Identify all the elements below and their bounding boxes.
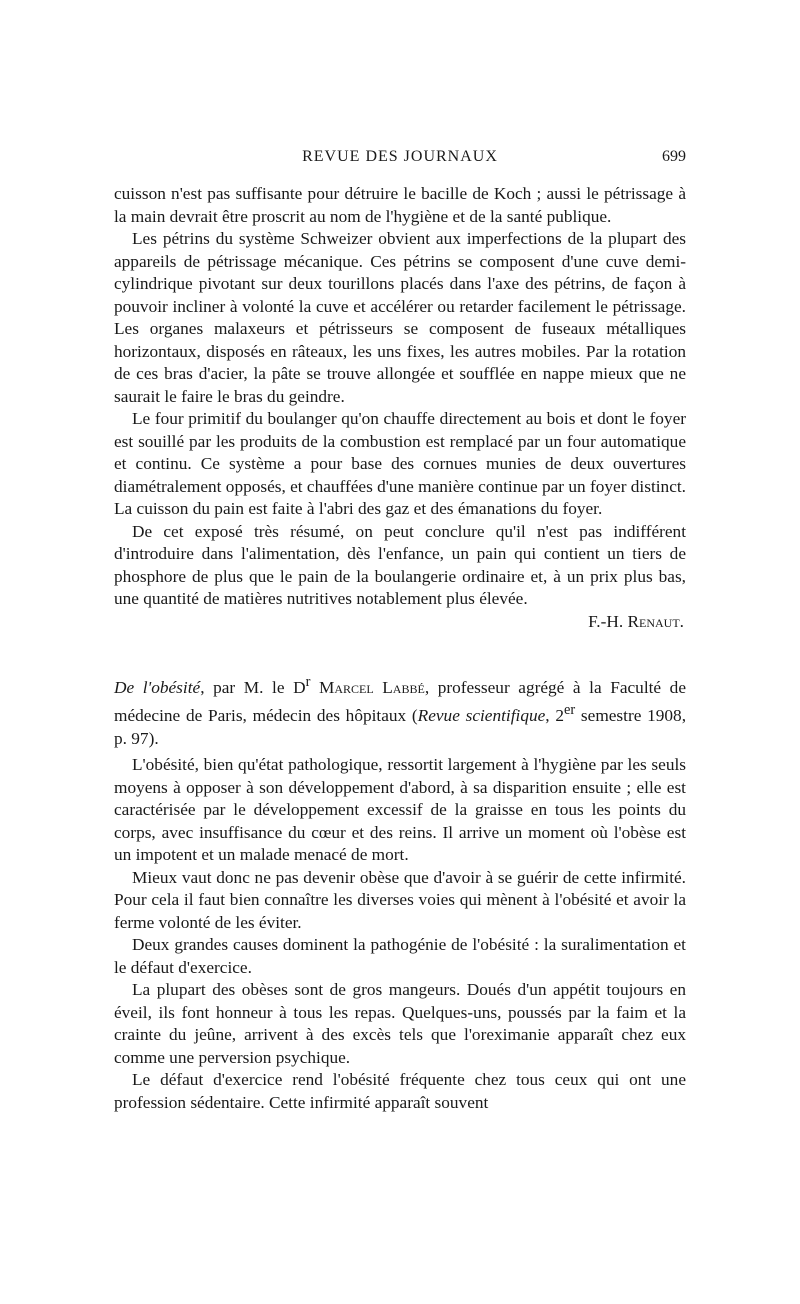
paragraph: De cet exposé très résumé, on peut conclure qu'il n'est pas indifférent d'introduire dans l'alimentation, dès l'enfance, un pain qui contient un tiers de phosphore de plus que le pain de la boulangerie ordinaire et, à un prix plus bas, une quantité de matières nutritives notablement plus élevée.	[114, 521, 686, 608]
section-gap	[114, 633, 686, 671]
paragraph: cuisson n'est pas suffisante pour détruire le bacille de Koch ; aussi le pétrissage à la main devrait être proscrit au nom de l'hygiène et de la santé publique.	[114, 184, 686, 226]
paragraph: Deux grandes causes dominent la pathogénie de l'obésité : la suralimentation et le défaut d'exercice.	[114, 935, 686, 977]
journal-name: Revue scientifique	[417, 706, 546, 726]
page-body	[114, 183, 686, 1114]
reference-text: semestre 1908, p. 97).	[114, 706, 687, 748]
reference-text: , par M. le D	[200, 677, 306, 697]
running-title: REVUE DES JOURNAUX	[302, 148, 498, 165]
superscript: er	[563, 702, 576, 719]
reference-text: , professeur agrégé à la Faculté de médecine de Paris, médecin des hôpitaux (	[114, 677, 686, 726]
superscript: r	[305, 674, 311, 690]
paragraph: L'obésité, bien qu'état pathologique, ressortit largement à l'hygiène par les seuls moyens à opposer à son développement d'abord, à sa disparition ensuite ; elle est caractérisée par le développement excessif de la graisse en tous les points du corps, avec insuffisance du cœur et des reins. Il arrive un moment où l'obèse est un impotent et un malade menacé de mort.	[114, 755, 686, 865]
paragraph: Le défaut d'exercice rend l'obésité fréquente chez tous ceux qui ont une profession sédentaire. Cette infirmité apparaît souvent	[114, 1070, 686, 1112]
paragraph: La plupart des obèses sont de gros mangeurs. Doués d'un appétit toujours en éveil, ils font honneur à tous les repas. Quelques-uns, poussés par la faim et la crainte du jeûne, arrivent à des excès tels que l'oreximanie apparaît chez eux comme une perversion psychique.	[114, 980, 686, 1067]
page-number: 699	[662, 148, 686, 165]
article-title: De l'obésité	[114, 677, 201, 697]
page-header	[114, 148, 686, 174]
paragraph: Les pétrins du système Schweizer obvient aux imperfections de la plupart des appareils de pétrissage mécanique. Ces pétrins se composent d'une cuve demi-cylindrique pivotant sur deux tourillons placés dans l'axe des pétrins, de façon à pouvoir incliner à volonté la cuve et accélérer ou retarder facilement le pétrissage. Les organes malaxeurs et pétrisseurs se composent de fuseaux métalliques horizontaux, disposés en râteaux, les uns fixes, les autres mobiles. Par la rotation de ces bras d'acier, la pâte se trouve allongée et soufflée en nappe mieux que ne saurait le faire le bras du geindre.	[114, 229, 686, 406]
author-signature: F.-H. Renaut.	[588, 611, 684, 631]
reference-text: , 2	[545, 706, 564, 726]
article-reference	[114, 671, 686, 750]
paragraph: Mieux vaut donc ne pas devenir obèse que d'avoir à se guérir de cette infirmité. Pour cela il faut bien connaître les diverses voies qui mènent à l'obésité et avoir la ferme volonté de les éviter.	[114, 867, 686, 932]
paragraph: Le four primitif du boulanger qu'on chauffe directement au bois et dont le foyer est souillé par les produits de la combustion est remplacé par un four automatique et continu. Ce système a pour base des cornues munies de deux ouvertures diamétralement opposés, et chauffées d'une manière continue par un foyer distinct. La cuisson du pain est faite à l'abri des gaz et des émanations du foyer.	[114, 409, 686, 518]
author-name: Marcel Labbé	[310, 677, 425, 697]
